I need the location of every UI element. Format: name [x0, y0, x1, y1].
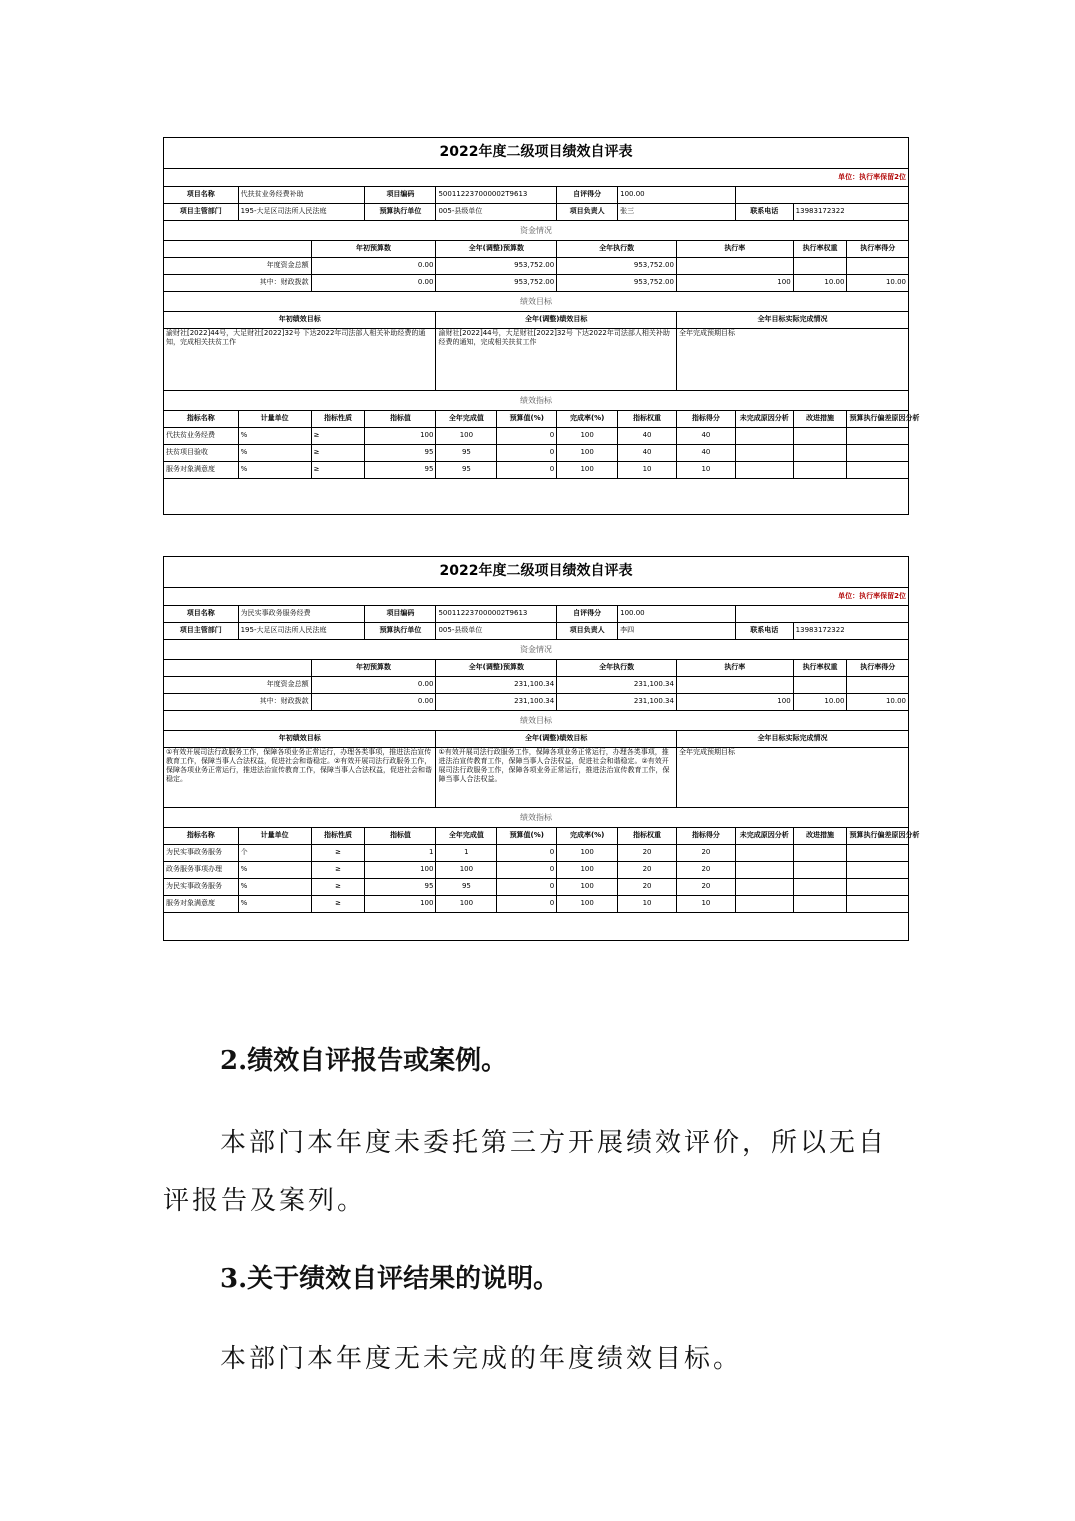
table-row: 服务对象满意度 % ≥ 95 95 0 100 10 10 — [164, 461, 908, 478]
label-department: 项目主管部门 — [164, 622, 238, 639]
indicator-header: 预算值(%) — [497, 410, 557, 427]
section-funds: 资金情况 — [164, 220, 908, 240]
section-goals: 绩效目标 — [164, 710, 908, 730]
fund-header: 执行率得分 — [847, 240, 908, 257]
label-unit: 预算执行单位 — [365, 203, 436, 220]
indicator-header: 预算值(%) — [497, 827, 557, 844]
indicator-header: 指标名称 — [164, 410, 238, 427]
phone: 13983172322 — [793, 203, 908, 220]
goal-actual: 全年完成预期目标 — [676, 328, 908, 390]
department: 195-大足区司法所人民法庭 — [238, 622, 365, 639]
goal-header: 全年目标实际完成情况 — [676, 311, 908, 328]
project-name: 代扶贫业务经费补助 — [238, 186, 365, 203]
label-project-code: 项目编码 — [365, 186, 436, 203]
section-indicators: 绩效指标 — [164, 807, 908, 827]
unit-note: 单位：执行率保留2位 — [164, 587, 908, 605]
section-indicators: 绩效指标 — [164, 390, 908, 410]
label-phone: 联系电话 — [735, 203, 793, 220]
department: 195-大足区司法所人民法庭 — [238, 203, 365, 220]
table-row: 为民实事政务服务 个 ≥ 1 1 0 100 20 20 — [164, 844, 908, 861]
section-funds: 资金情况 — [164, 639, 908, 659]
paragraph-report-line-2: 评报告及案列。 — [163, 1186, 367, 1216]
label-unit: 预算执行单位 — [365, 622, 436, 639]
table-row: 代扶贫业务经费 % ≥ 100 100 0 100 40 40 — [164, 427, 908, 444]
score-value: 100.00 — [618, 186, 736, 203]
indicator-header: 全年完成值 — [436, 827, 497, 844]
indicator-header: 指标值 — [365, 827, 436, 844]
label-phone: 联系电话 — [735, 622, 793, 639]
phone: 13983172322 — [793, 622, 908, 639]
indicator-header: 完成率(%) — [557, 827, 618, 844]
label-leader: 项目负责人 — [557, 203, 618, 220]
goal-header: 全年(调整)绩效目标 — [436, 730, 677, 747]
indicator-header: 指标值 — [365, 410, 436, 427]
table-title: 2022年度二级项目绩效自评表 — [164, 557, 908, 587]
fund-header: 执行率 — [676, 659, 793, 676]
fund-header: 全年(调整)预算数 — [436, 659, 557, 676]
table-row: 政务服务事项办理 % ≥ 100 100 0 100 20 20 — [164, 861, 908, 878]
indicator-header: 计量单位 — [238, 827, 311, 844]
fund-header: 全年(调整)预算数 — [436, 240, 557, 257]
indicator-header: 指标得分 — [676, 410, 735, 427]
table-title: 2022年度二级项目绩效自评表 — [164, 138, 908, 168]
fund-header: 执行率 — [676, 240, 793, 257]
table-row: 为民实事政务服务 % ≥ 95 95 0 100 20 20 — [164, 878, 908, 895]
project-name: 为民实事政务服务经费 — [238, 605, 365, 622]
indicator-header: 指标名称 — [164, 827, 238, 844]
fund-row: 年度资金总额 0.00 231,100.34 231,100.34 — [164, 676, 908, 693]
goal-header: 全年(调整)绩效目标 — [436, 311, 677, 328]
unit: 005-县级单位 — [436, 203, 557, 220]
label-score: 自评得分 — [557, 186, 618, 203]
goal-actual: 全年完成预期目标 — [676, 747, 908, 807]
table-row: 服务对象满意度 % ≥ 100 100 0 100 10 10 — [164, 895, 908, 912]
fund-header: 执行率得分 — [847, 659, 908, 676]
fund-header: 执行率权重 — [793, 659, 847, 676]
label-project-name: 项目名称 — [164, 186, 238, 203]
fund-header: 全年执行数 — [557, 659, 677, 676]
fund-header: 年初预算数 — [311, 240, 436, 257]
indicator-header: 指标权重 — [618, 827, 677, 844]
goal-header: 全年目标实际完成情况 — [676, 730, 908, 747]
leader: 张三 — [618, 203, 736, 220]
goal-adjusted: ①有效开展司法行政服务工作，保障各项业务正常运行，办理各类事项，推进法治宣传教育工作，保障当事人合法权益，促进社会和谐稳定。②有效开展司法行政服务工作，保障各项业务正常运行，推进法治宣传教育工作，保障当事人合法权益。 — [436, 747, 677, 807]
indicator-header: 计量单位 — [238, 410, 311, 427]
goal-adjusted: 渝财社[2022]44号，大足财社[2022]32号 下达2022年司法部人相关补助经费的通知，完成相关扶贫工作 — [436, 328, 677, 390]
indicator-header: 预算执行偏差原因分析 — [847, 827, 908, 844]
unit-note: 单位：执行率保留2位 — [164, 168, 908, 186]
leader: 李四 — [618, 622, 736, 639]
label-department: 项目主管部门 — [164, 203, 238, 220]
indicator-header: 未完成原因分析 — [735, 410, 793, 427]
indicator-header: 全年完成值 — [436, 410, 497, 427]
goal-initial: ①有效开展司法行政服务工作，保障各项业务正常运行，办理各类事项，推进法治宣传教育工作，保障当事人合法权益，促进社会和谐稳定。②有效开展司法行政服务工作，保障各项业务正常运行，推进法治宣传教育工作，保障当事人合法权益，促进社会和谐稳定。 — [164, 747, 436, 807]
heading-self-evaluation-report: 2.绩效自评报告或案例。 — [220, 1046, 508, 1076]
project-code: 500112237000002T9613 — [436, 605, 557, 622]
indicator-header: 未完成原因分析 — [735, 827, 793, 844]
fund-row: 其中：财政拨款 0.00 953,752.00 953,752.00 100 10.00 10.00 — [164, 274, 908, 291]
fund-header: 年初预算数 — [311, 659, 436, 676]
label-project-code: 项目编码 — [365, 605, 436, 622]
goal-initial: 渝财社[2022]44号，大足财社[2022]32号 下达2022年司法部人相关补助经费的通知，完成相关扶贫工作 — [164, 328, 436, 390]
label-leader: 项目负责人 — [557, 622, 618, 639]
fund-row: 年度资金总额 0.00 953,752.00 953,752.00 — [164, 257, 908, 274]
fund-header: 全年执行数 — [557, 240, 677, 257]
indicator-header: 完成率(%) — [557, 410, 618, 427]
indicator-header: 指标性质 — [311, 827, 365, 844]
label-project-name: 项目名称 — [164, 605, 238, 622]
table-row: 扶贫项目验收 % ≥ 95 95 0 100 40 40 — [164, 444, 908, 461]
label-score: 自评得分 — [557, 605, 618, 622]
project-code: 500112237000002T9613 — [436, 186, 557, 203]
indicator-header: 指标性质 — [311, 410, 365, 427]
indicator-header: 改进措施 — [793, 410, 847, 427]
indicator-header: 预算执行偏差原因分析 — [847, 410, 908, 427]
heading-result-explanation: 3.关于绩效自评结果的说明。 — [220, 1264, 560, 1294]
goal-header: 年初绩效目标 — [164, 311, 436, 328]
goal-header: 年初绩效目标 — [164, 730, 436, 747]
fund-header: 执行率权重 — [793, 240, 847, 257]
performance-table-1 — [163, 137, 920, 515]
section-goals: 绩效目标 — [164, 291, 908, 311]
performance-table-2 — [163, 556, 920, 941]
unit: 005-县级单位 — [436, 622, 557, 639]
paragraph-result: 本部门本年度无未完成的年度绩效目标。 — [220, 1344, 743, 1374]
score-value: 100.00 — [618, 605, 736, 622]
fund-row: 其中：财政拨款 0.00 231,100.34 231,100.34 100 10.00 10.00 — [164, 693, 908, 710]
indicator-header: 指标权重 — [618, 410, 677, 427]
indicator-header: 指标得分 — [676, 827, 735, 844]
paragraph-report-line-1: 本部门本年度未委托第三方开展绩效评价，所以无自 — [220, 1128, 888, 1158]
indicator-header: 改进措施 — [793, 827, 847, 844]
